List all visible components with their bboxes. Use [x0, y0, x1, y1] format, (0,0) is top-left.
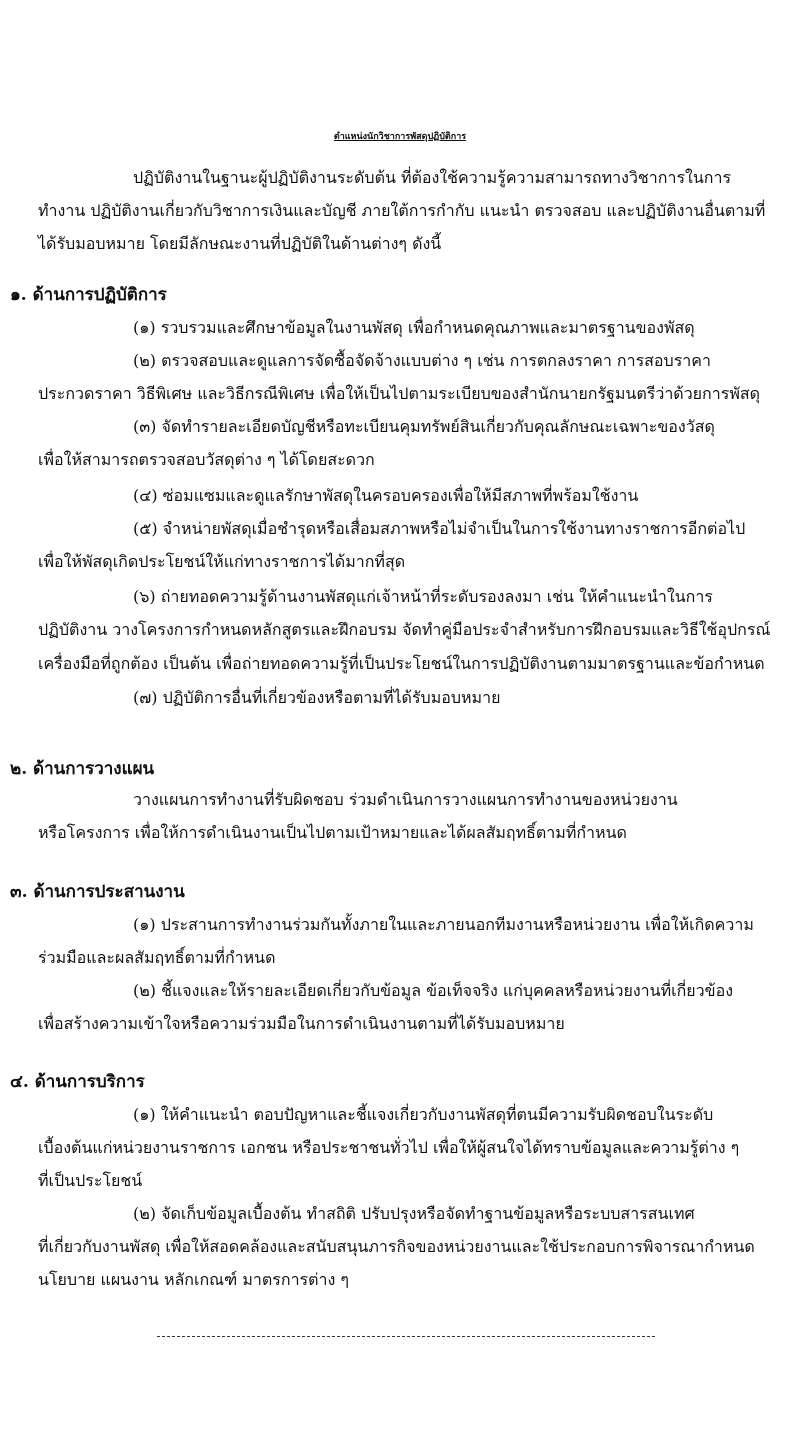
paragraph-line: เพื่อให้พัสดุเกิดประโยชน์ให้แก่ทางราชการได้มากที่สุด — [38, 552, 406, 571]
document-title: ตำแหน่งนักวิชาการพัสดุปฏิบัติการ — [333, 132, 467, 142]
paragraph-line: วางแผนการทำงานที่รับผิดชอบ ร่วมดำเนินการวางแผนการทำงานของหน่วยงาน — [133, 790, 678, 809]
paragraph-line: (๒) ตรวจสอบและดูแลการจัดซื้อจัดจ้างแบบต่าง ๆ เช่น การตกลงราคา การสอบราคา — [133, 351, 711, 370]
paragraph-line: เครื่องมือที่ถูกต้อง เป็นต้น เพื่อถ่ายทอดความรู้ที่เป็นประโยชน์ในการปฏิบัติงานตามมาตรฐานและข้อกำหนด — [38, 654, 765, 673]
paragraph-line: นโยบาย แผนงาน หลักเกณฑ์ มาตรการต่าง ๆ — [38, 1270, 350, 1289]
paragraph-line: (๑) รวบรวมและศึกษาข้อมูลในงานพัสดุ เพื่อกำหนดคุณภาพและมาตรฐานของพัสดุ — [133, 318, 695, 337]
paragraph-line: ปฏิบัติงาน วางโครงการกำหนดหลักสูตรและฝึกอบรม จัดทำคู่มือประจำสำหรับการฝึกอบรมและวิธีใช้อุปกรณ์ — [38, 620, 771, 639]
section-heading: ๓. ด้านการประสานงาน — [10, 882, 185, 902]
paragraph-line: เบื้องต้นแก่หน่วยงานราชการ เอกชน หรือประชาชนทั่วไป เพื่อให้ผู้สนใจได้ทราบข้อมูลและความรู้ต่าง ๆ — [38, 1138, 740, 1157]
paragraph-line: ที่เป็นประโยชน์ — [38, 1171, 143, 1190]
paragraph-line: (๒) จัดเก็บข้อมูลเบื้องต้น ทำสถิติ ปรับปรุงหรือจัดทำฐานข้อมูลหรือระบบสารสนเทศ — [133, 1204, 695, 1223]
paragraph-line: (๔) ซ่อมแซมและดูแลรักษาพัสดุในครอบครองเพื่อให้มีสภาพที่พร้อมใช้งาน — [133, 486, 639, 505]
intro-line: ทำงาน ปฏิบัติงานเกี่ยวกับวิชาการเงินและบัญชี ภายใต้การกำกับ แนะนำ ตรวจสอบ และปฏิบัติงานอื่นตามที่ — [38, 201, 766, 220]
paragraph-line: (๓) จัดทำรายละเอียดบัญชีหรือทะเบียนคุมทรัพย์สินเกี่ยวกับคุณลักษณะเฉพาะของวัสดุ — [133, 417, 715, 436]
section-heading: ๒. ด้านการวางแผน — [10, 759, 155, 779]
intro-line: ได้รับมอบหมาย โดยมีลักษณะงานที่ปฏิบัติในด้านต่างๆ ดังนี้ — [38, 234, 442, 253]
paragraph-line: (๒) ชี้แจงและให้รายละเอียดเกี่ยวกับข้อมูล ข้อเท็จจริง แก่บุคคลหรือหน่วยงานที่เกี่ยวข้อง — [133, 981, 734, 1000]
paragraph-line: เพื่อสร้างความเข้าใจหรือความร่วมมือในการดำเนินงานตามที่ได้รับมอบหมาย — [38, 1014, 565, 1033]
paragraph-line: (๑) ประสานการทำงานร่วมกันทั้งภายในและภายนอกทีมงานหรือหน่วยงาน เพื่อให้เกิดความ — [133, 915, 754, 934]
section-heading: ๑. ด้านการปฏิบัติการ — [10, 285, 167, 305]
paragraph-line: ร่วมมือและผลสัมฤทธิ์ตามที่กำหนด — [38, 948, 276, 967]
paragraph-line: (๑) ให้คำแนะนำ ตอบปัญหาและชี้แจงเกี่ยวกับงานพัสดุที่ตนมีความรับผิดชอบในระดับ — [133, 1105, 714, 1124]
intro-line: ปฏิบัติงานในฐานะผู้ปฏิบัติงานระดับต้น ที่ต้องใช้ความรู้ความสามารถทางวิชาการในการ — [133, 168, 732, 187]
section-heading: ๔. ด้านการบริการ — [10, 1072, 145, 1092]
paragraph-line: ที่เกี่ยวกับงานพัสดุ เพื่อให้สอดคล้องและสนับสนุนภารกิจของหน่วยงานและใช้ประกอบการพิจารณากำหนด — [38, 1237, 755, 1256]
paragraph-line: หรือโครงการ เพื่อให้การดำเนินงานเป็นไปตามเป้าหมายและได้ผลสัมฤทธิ์ตามที่กำหนด — [38, 823, 627, 842]
paragraph-line: เพื่อให้สามารถตรวจสอบวัสดุต่าง ๆ ได้โดยสะดวก — [38, 450, 375, 469]
paragraph-line: ประกวดราคา วิธีพิเศษ และวิธีกรณีพิเศษ เพื่อให้เป็นไปตามระเบียบของสำนักนายกรัฐมนตรีว่าด้วยการพัสดุ — [38, 384, 761, 403]
paragraph-line: (๕) จำหน่ายพัสดุเมื่อชำรุดหรือเสื่อมสภาพหรือไม่จำเป็นในการใช้งานทางราชการอีกต่อไป — [133, 519, 746, 538]
paragraph-line: (๗) ปฏิบัติการอื่นที่เกี่ยวข้องหรือตามที่ได้รับมอบหมาย — [133, 688, 501, 707]
paragraph-line: (๖) ถ่ายทอดความรู้ด้านงานพัสดุแก่เจ้าหน้าที่ระดับรองลงมา เช่น ให้คำแนะนำในการ — [133, 587, 713, 606]
end-divider — [157, 1336, 655, 1337]
